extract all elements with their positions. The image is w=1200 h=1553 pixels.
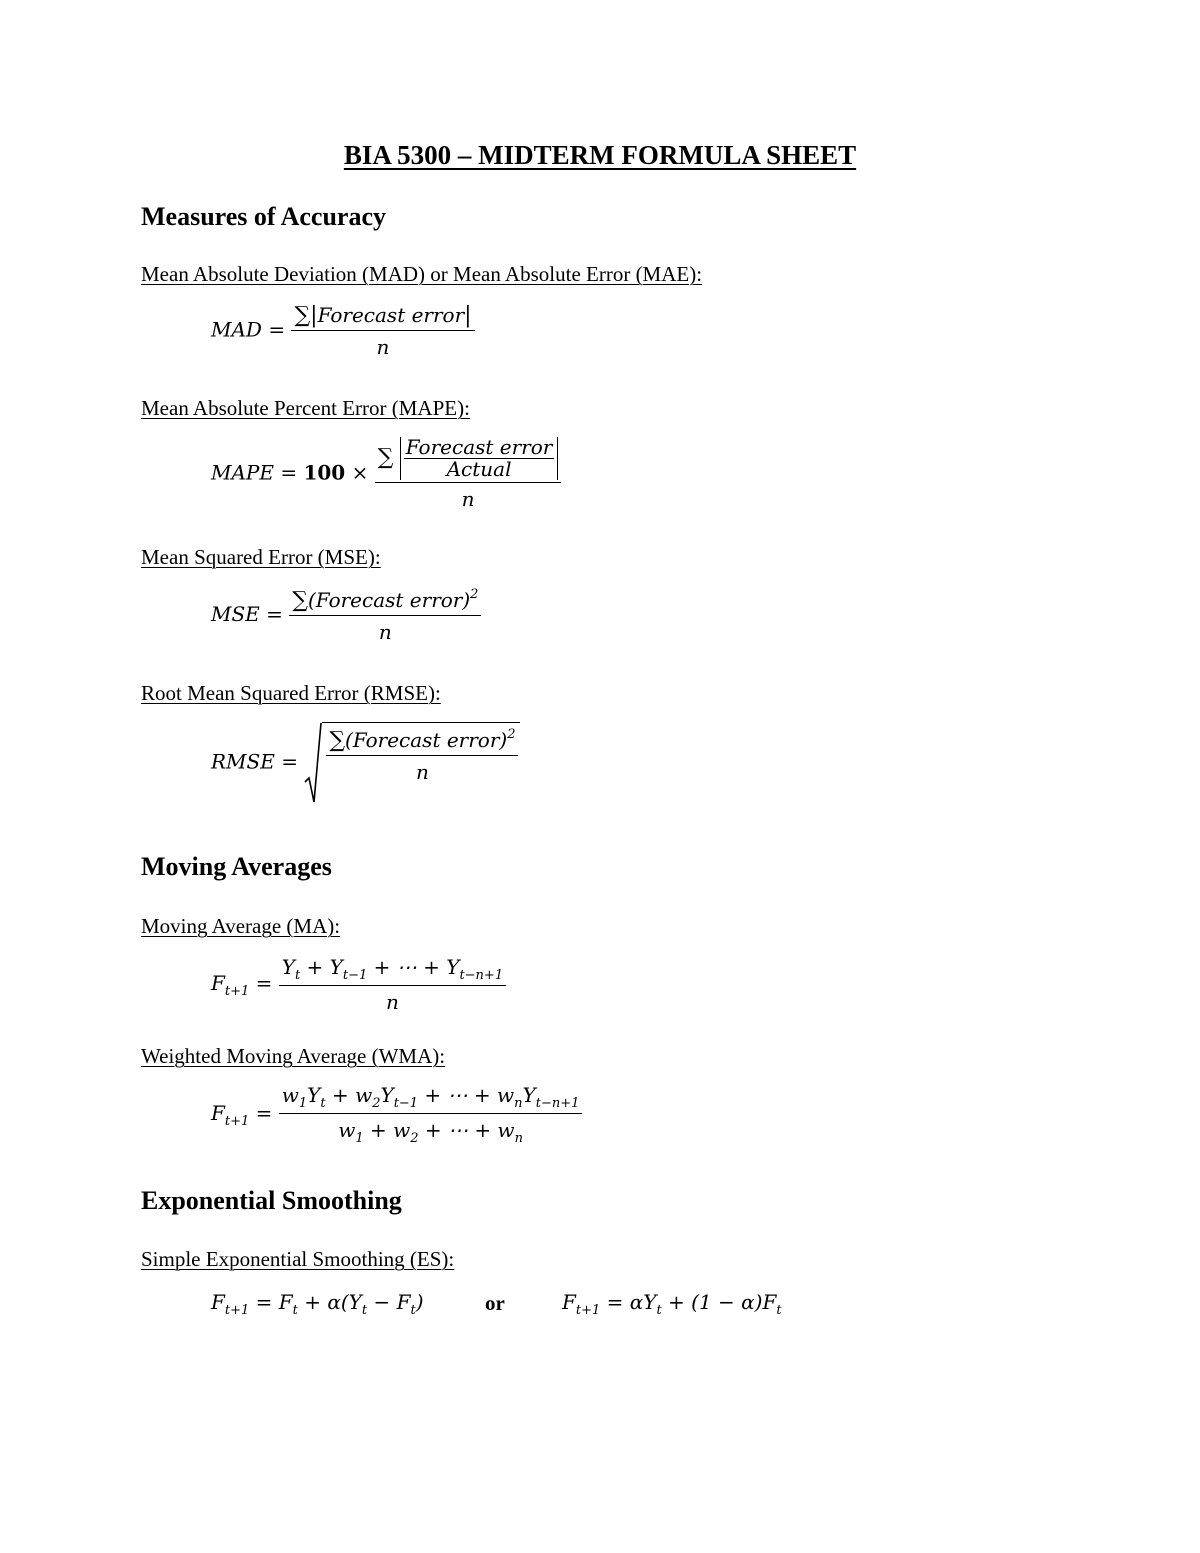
ma-numerator: $Y_t + Y_{t-1}$ + ⋯ + $Y_{t-n+1}$	[279, 955, 506, 986]
radical-icon	[304, 722, 322, 804]
ma-denominator: n	[385, 990, 399, 1014]
wma-denominator: $w_1 + w_2$ + ⋯ + $w_n$	[338, 1118, 523, 1146]
mad-lhs: MAD =	[211, 317, 286, 342]
mse-lhs: MSE =	[211, 602, 283, 626]
ma-label: Moving Average (MA):	[141, 914, 341, 938]
rmse-sqrt	[304, 722, 520, 804]
mape-factor: 100	[303, 460, 346, 485]
rmse-fraction	[326, 727, 518, 784]
rmse-label: Root Mean Squared Error (RMSE):	[141, 681, 441, 705]
section-heading-exponential-smoothing: Exponential Smoothing	[141, 1186, 402, 1215]
mape-times: ×	[351, 460, 369, 485]
rmse-numerator: ∑(Forecast error)$^2$	[326, 727, 518, 756]
mse-denominator: n	[378, 620, 392, 644]
mape-inner-fraction: Forecast error Actual	[400, 437, 559, 480]
mape-label: Mean Absolute Percent Error (MAPE):	[141, 396, 470, 420]
wma-lhs: $F_{t+1}$	[211, 1101, 250, 1129]
mad-fraction	[291, 303, 474, 359]
wma-formula: $F_{t+1}$ = $\frac{w_1Y_t + w_2Y_{t-1} + \cdots + w_nY_{t-n+1}}{w_1 + w_2 + \cdots + w_n}$	[211, 1083, 582, 1146]
rmse-denominator: n	[415, 760, 429, 784]
ses-or: or	[485, 1291, 505, 1315]
ses-formula-2: $F_{t+1} = \alpha Y_t + (1 - \alpha)F_t$	[562, 1290, 782, 1318]
mape-lhs: MAPE =	[211, 460, 298, 485]
ma-formula: $F_{t+1}$ = $\frac{Y_t + Y_{t-1} + \cdots + Y_{t-n+1}}{n}$	[211, 955, 506, 1014]
section-heading-accuracy: Measures of Accuracy	[141, 202, 387, 231]
section-heading-moving-averages: Moving Averages	[141, 852, 332, 881]
mad-numerator: ∑|Forecast error|	[291, 303, 474, 331]
page-title: BIA 5300 – MIDTERM FORMULA SHEET	[343, 140, 857, 170]
mape-numerator: ∑ Forecast error Actual	[375, 437, 562, 483]
rmse-formula	[211, 722, 520, 804]
wma-fraction	[279, 1083, 583, 1146]
mad-label: Mean Absolute Deviation (MAD) or Mean Absolute Error (MAE):	[141, 262, 703, 286]
mape-formula	[211, 437, 561, 511]
ma-fraction	[279, 955, 506, 1014]
mad-denominator: n	[376, 335, 390, 359]
mape-fraction	[375, 437, 562, 511]
ses-label: Simple Exponential Smoothing (ES):	[141, 1247, 455, 1271]
mse-label: Mean Squared Error (MSE):	[141, 545, 381, 569]
wma-numerator: $w_1Y_t + w_2Y_{t-1}$ + ⋯ + $w_nY_{t-n+1}$	[279, 1083, 583, 1114]
mse-numerator: ∑(Forecast error)$^2$	[289, 587, 481, 616]
mse-fraction	[289, 587, 481, 644]
mad-formula	[211, 303, 475, 359]
mse-formula	[211, 587, 481, 644]
mape-denominator: n	[461, 487, 475, 511]
ses-formula-1: $F_{t+1} = F_t + \alpha(Y_t - F_t)$	[211, 1290, 424, 1318]
wma-label: Weighted Moving Average (WMA):	[141, 1044, 446, 1068]
ma-lhs: $F_{t+1}$	[211, 971, 250, 999]
rmse-lhs: RMSE =	[211, 749, 298, 774]
